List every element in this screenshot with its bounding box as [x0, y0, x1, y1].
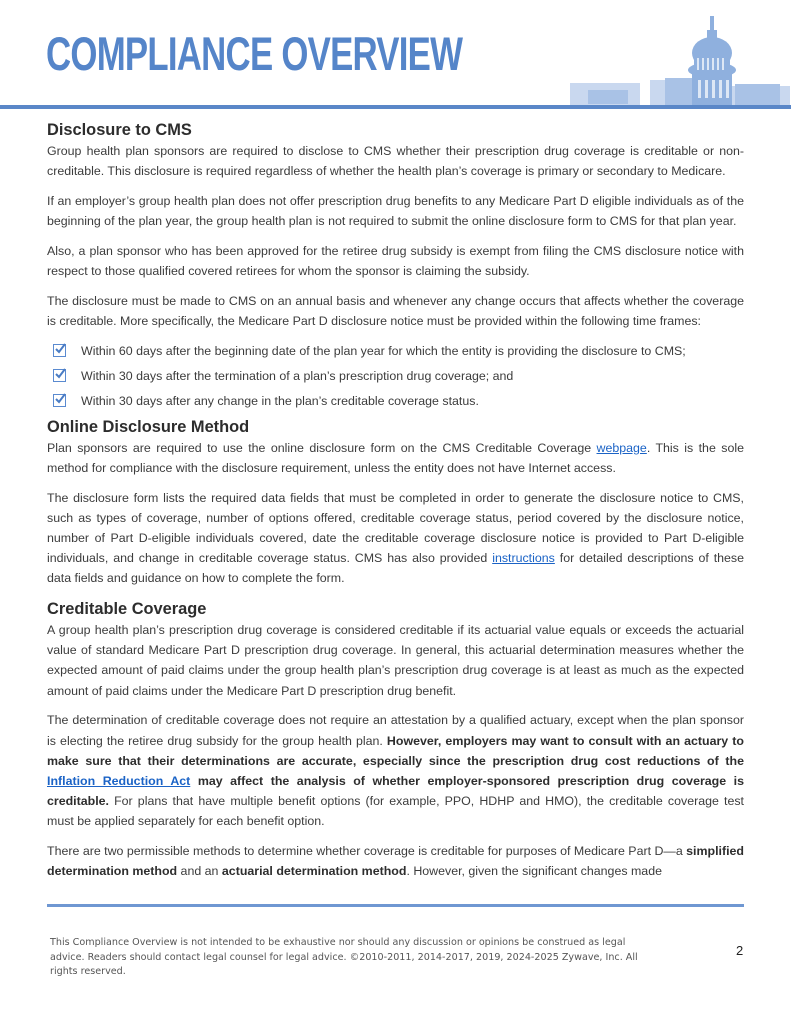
timeframe-checklist	[47, 341, 744, 411]
section-heading-disclosure-to-cms: Disclosure to CMS	[47, 121, 192, 139]
checkbox-checked-icon	[53, 369, 66, 382]
checklist-item	[47, 366, 744, 386]
checkbox-checked-icon	[53, 394, 66, 407]
footer-divider	[47, 904, 744, 907]
document-body	[47, 115, 744, 891]
paragraph: The disclosure form lists the required data fields that must be completed in order to generate the disclosure notice to CMS, such as types of coverage, number of options offered, creditable coverage status, period covered by the disclosure notice, number of Part D-eligible individuals covered, date the creditable coverage disclosure notice is provided to Part D-eligible individuals, and change in creditable coverage status. CMS has also provided instructions for detailed descriptions of these data fields and guidance on how to complete the form.	[47, 490, 745, 586]
checklist-text: Within 30 days after the termination of a plan’s prescription drug coverage; and	[81, 368, 514, 383]
us-capitol-building-icon	[560, 8, 791, 106]
instructions-link[interactable]: instructions	[492, 551, 555, 566]
checklist-item	[47, 341, 744, 361]
checklist-text: Within 60 days after the beginning date of the plan year for which the entity is providing the disclosure to CMS;	[81, 343, 686, 358]
checkbox-checked-icon	[53, 344, 66, 357]
paragraph: The determination of creditable coverage does not require an attestation by a qualified actuary, except when the plan sponsor is electing the retiree drug subsidy for the group health plan. However, employers may want to consult with an actuary to make sure that their determinations are accurate, especially since the prescription drug cost reductions of the Inflation Reduction Act may affect the analysis of whether employer-sponsored prescription drug coverage is creditable. For plans that have multiple benefit options (for example, PPO, HDHP and HMO), the creditable coverage test must be applied separately for each benefit option.	[47, 713, 744, 829]
paragraph: Plan sponsors are required to use the online disclosure form on the CMS Creditable Coverage webpage. This is the sole method for compliance with the disclosure requirement, unless the entity does not have Internet access.	[47, 440, 744, 475]
paragraph: A group health plan’s prescription drug coverage is considered creditable if its actuarial value equals or exceeds the actuarial value of standard Medicare Part D prescription drug coverage. In general, this actuarial determination measures whether the expected amount of paid claims under the group health plan’s prescription drug coverage is at least as much as the expected amount of paid claims under the Medicare Part D prescription drug benefit.	[47, 623, 744, 698]
inflation-reduction-act-link[interactable]: Inflation Reduction Act	[47, 773, 191, 788]
page-number: 2	[736, 943, 744, 958]
paragraph: There are two permissible methods to determine whether coverage is creditable for purposes of Medicare Part D—a simplified determination method and an actuarial determination method. However, given the significant changes made	[47, 844, 744, 879]
checklist-text: Within 30 days after any change in the plan’s creditable coverage status.	[81, 393, 479, 408]
paragraph: If an employer’s group health plan does not offer prescription drug benefits to any Medicare Part D eligible individuals as of the beginning of the plan year, the group health plan is not required to submit the online disclosure form to CMS for that plan year.	[47, 193, 744, 229]
page-header	[0, 0, 791, 112]
page-title: COMPLIANCE OVERVIEW	[46, 27, 463, 80]
header-divider	[0, 105, 791, 109]
section-heading-creditable-coverage: Creditable Coverage	[47, 600, 207, 619]
paragraph: Also, a plan sponsor who has been approved for the retiree drug subsidy is exempt from filing the CMS disclosure notice with respect to those qualified covered retirees for whom the sponsor is claiming the subsidy.	[47, 243, 744, 279]
paragraph: Group health plan sponsors are required to disclose to CMS whether their prescription drug coverage is creditable or non-creditable. This disclosure is required regardless of whether the health plan’s coverage is primary or secondary to Medicare.	[47, 144, 744, 179]
checklist-item	[47, 391, 744, 411]
paragraph: The disclosure must be made to CMS on an annual basis and whenever any change occurs that affects whether the coverage is creditable. More specifically, the Medicare Part D disclosure notice must be provided within the following time frames:	[47, 293, 744, 328]
section-heading-online-disclosure-method: Online Disclosure Method	[47, 417, 250, 436]
footer-disclaimer: This Compliance Overview is not intended to be exhaustive nor should any discussion or opinions be construed as legal advice. Readers should contact legal counsel for legal advice. ©2010-2011, 2014-2017, 2019, 2024-2025 Zywave, Inc. All rights reserved.	[50, 937, 638, 978]
cms-webpage-link[interactable]: webpage	[596, 440, 647, 455]
